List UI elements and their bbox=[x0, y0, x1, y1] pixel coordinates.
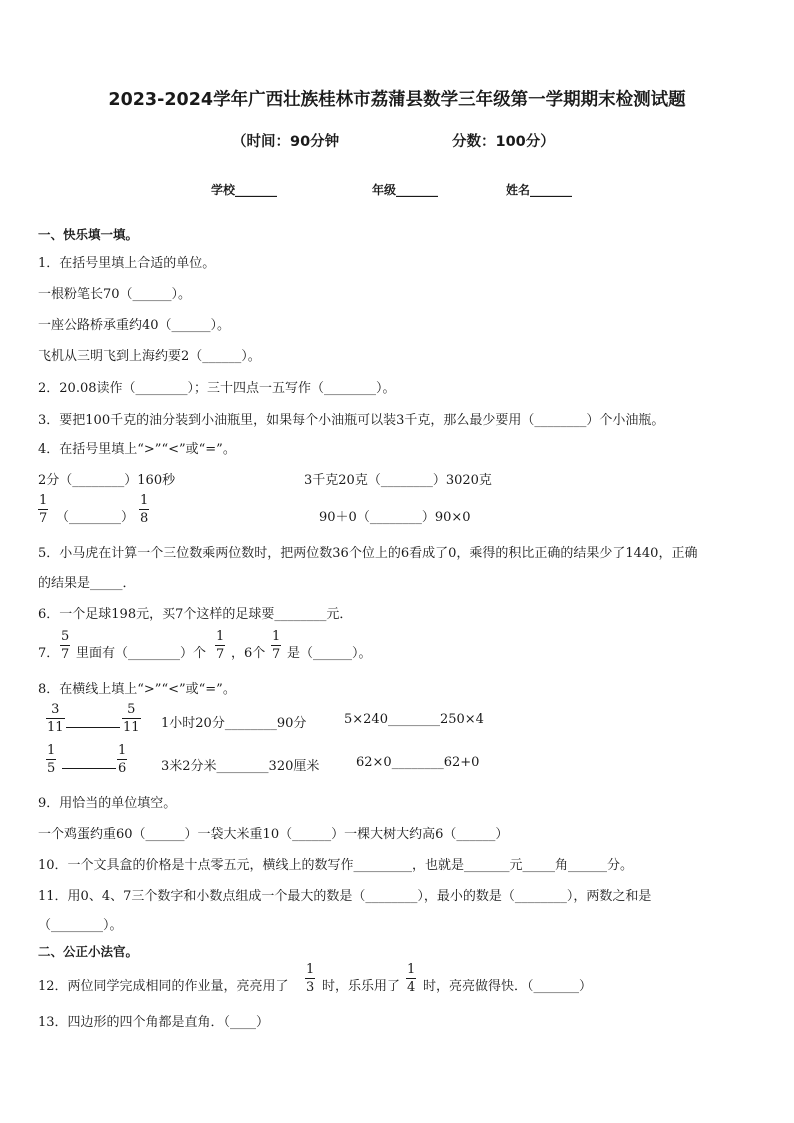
fraction-5-7 bbox=[60, 629, 70, 662]
question-4-d: 90＋0（________）90×0 bbox=[319, 510, 471, 525]
question-8-r2c: 3米2分米________320厘米 bbox=[161, 759, 320, 774]
numerator: 3 bbox=[51, 702, 60, 717]
numerator: 1 bbox=[47, 743, 56, 758]
question-9-stem: 9．用恰当的单位填空。 bbox=[38, 796, 177, 811]
section-heading-1: 一、快乐填一填。 bbox=[38, 227, 139, 242]
numerator: 5 bbox=[61, 629, 70, 644]
question-7-prefix: 7． bbox=[38, 646, 60, 661]
numerator: 1 bbox=[216, 629, 225, 644]
question-1-stem: 1．在括号里填上合适的单位。 bbox=[38, 256, 216, 271]
question-13: 13．四边形的四个角都是直角．（____） bbox=[38, 1015, 270, 1030]
denominator: 8 bbox=[140, 511, 149, 526]
name-field: 姓名_______ bbox=[506, 183, 573, 197]
denominator: 4 bbox=[407, 980, 416, 995]
numerator: 5 bbox=[127, 702, 136, 717]
school-field: 学校_______ bbox=[211, 183, 278, 197]
question-8-stem: 8．在横线上填上“>”“<”或“=”。 bbox=[38, 682, 236, 697]
question-1-a: 一根粉笔长70（______）。 bbox=[38, 287, 192, 302]
question-3: 3．要把100千克的油分装到小油瓶里，如果每个小油瓶可以装3千克，那么最少要用（________）个小油瓶。 bbox=[38, 413, 665, 428]
question-12-pre: 12．两位同学完成相同的作业量，亮亮用了 bbox=[38, 979, 289, 994]
fraction-1-8 bbox=[139, 493, 149, 526]
exam-time: （时间：90分钟 bbox=[232, 134, 340, 150]
question-4-a: 2分（________）160秒 bbox=[38, 473, 176, 488]
question-9-line: 一个鸡蛋约重60（______）一袋大米重10（______）一棵大树大约高6（______） bbox=[38, 827, 509, 842]
numerator: 1 bbox=[272, 629, 281, 644]
question-5-line-1: 5．小马虎在计算一个三位数乘两位数时，把两位数36个位上的6看成了0，乘得的积比正确的结果少了1440，正确 bbox=[38, 546, 698, 561]
question-10: 10．一个文具盒的价格是十点零五元，横线上的数写作_________，也就是_______元_____角______分。 bbox=[38, 858, 634, 873]
question-7-mid-1: 里面有（________）个 bbox=[76, 646, 207, 661]
question-11-line-1: 11．用0、4、7三个数字和小数点组成一个最大的数是（________），最小的数是（________），两数之和是 bbox=[38, 889, 652, 904]
fraction-1-7-b bbox=[271, 629, 281, 662]
question-4-stem: 4．在括号里填上“>”“<”或“=”。 bbox=[38, 442, 236, 457]
exam-score: 分数：100分） bbox=[452, 134, 555, 150]
question-12-mid: 时，乐乐用了 bbox=[322, 979, 401, 994]
question-5-line-2: 的结果是_____． bbox=[38, 576, 136, 591]
denominator: 7 bbox=[61, 647, 70, 662]
question-8-r2d: 62×0________62+0 bbox=[356, 755, 480, 770]
question-4-b: 3千克20克（________）3020克 bbox=[304, 473, 492, 488]
numerator: 1 bbox=[140, 493, 149, 508]
question-1-c: 飞机从三明飞到上海约要2（______）。 bbox=[38, 349, 261, 364]
fraction-3-11 bbox=[46, 702, 65, 735]
answer-line bbox=[62, 756, 116, 769]
numerator: 1 bbox=[306, 962, 315, 977]
fraction-1-7-a bbox=[215, 629, 225, 662]
denominator: 7 bbox=[272, 647, 281, 662]
fraction-1-7 bbox=[38, 493, 48, 526]
fraction-1-5 bbox=[46, 743, 56, 776]
denominator: 11 bbox=[123, 720, 140, 735]
grade-field: 年级_______ bbox=[372, 183, 439, 197]
exam-title: 2023-2024学年广西壮族桂林市荔蒲县数学三年级第一学期期末检测试题 bbox=[108, 90, 686, 110]
question-8-r1c: 1小时20分________90分 bbox=[161, 716, 307, 731]
question-1-b: 一座公路桥承重约40（______）。 bbox=[38, 318, 231, 333]
question-6: 6．一个足球198元，买7个这样的足球要________元． bbox=[38, 607, 353, 622]
numerator: 1 bbox=[39, 493, 48, 508]
denominator: 6 bbox=[118, 761, 127, 776]
fraction-1-4 bbox=[406, 962, 416, 995]
denominator: 7 bbox=[216, 647, 225, 662]
answer-line bbox=[66, 715, 120, 728]
question-8-r1d: 5×240________250×4 bbox=[344, 712, 484, 727]
numerator: 1 bbox=[118, 743, 127, 758]
denominator: 7 bbox=[39, 511, 48, 526]
question-7-mid-2: ，6个 bbox=[231, 646, 266, 661]
section-heading-2: 二、公正小法官。 bbox=[38, 944, 139, 959]
question-7-end: 是（______）。 bbox=[287, 646, 372, 661]
question-12-end: 时，亮亮做得快．（_______） bbox=[423, 979, 593, 994]
question-2: 2．20.08读作（________）；三十四点一五写作（________）。 bbox=[38, 381, 396, 396]
question-4-c-blank: （________） bbox=[56, 510, 135, 525]
fraction-1-3 bbox=[305, 962, 315, 995]
numerator: 1 bbox=[407, 962, 416, 977]
fraction-1-6 bbox=[117, 743, 127, 776]
fraction-5-11 bbox=[122, 702, 141, 735]
denominator: 5 bbox=[47, 761, 56, 776]
denominator: 11 bbox=[47, 720, 64, 735]
denominator: 3 bbox=[306, 980, 315, 995]
question-11-line-2: （________）。 bbox=[38, 918, 123, 933]
